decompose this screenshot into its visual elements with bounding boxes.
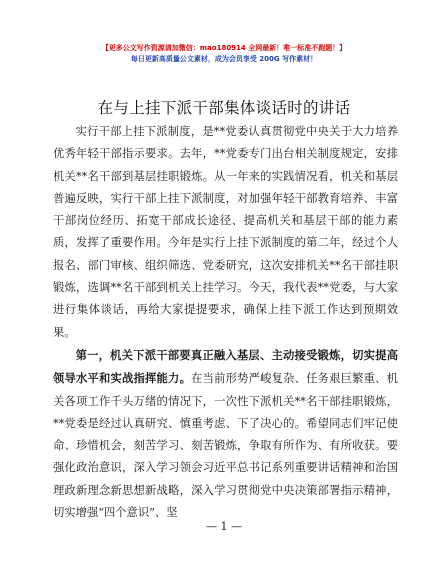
promo-banner bbox=[0, 43, 448, 65]
page-number: — 1 — bbox=[206, 520, 242, 533]
paragraph-2 bbox=[53, 344, 398, 524]
paragraph-2-lead: 第一，机关下派干部要真正融入基层、主动接受锻炼，切实提高领导水平和实战指挥能力。 bbox=[53, 347, 398, 386]
paragraph-1: 实行干部上挂下派制度，是**党委认真贯彻党中央关于大力培养优秀年轻干部指示要求。去年，**党委专门出台相关制度规定，安排机关**名干部到基层挂职锻炼。从一年来的实践情况看，机关和基层普遍反映，实行干部上挂下派制度，对加强年轻干部教育培养、丰富干部岗位经历、拓宽干部成长途径、提高机关和基层干部的能力素质，发挥了重要作用。今年是实行上挂下派制度的第二年，经过个人报名、部门审核、组织筛选、党委研究，这次安排机关**名干部挂职锻炼，选调**名干部到机关上挂学习。今天，我代表**党委，与大家进行集体谈话，再给大家提提要求，确保上挂下派工作达到预期效果。 bbox=[53, 125, 398, 339]
paragraph-2-body: 在当前形势严峻复杂、任务艰巨繁重、机关各项工作千头万绪的情况下，一次性下派机关**名干部挂职锻炼，**党委是经过认真研究、慎重考虑、下了决心的。希望同志们牢记使命、珍惜机会，刻苦学习、刻苦锻炼，争取有所作为、有所收获。要强化政治意识，深入学习领会习近平总书记系列重要讲话精神和治国理政新理念新思想新战略，深入学习贯彻党中央决策部署指示精神，切实增强“四个意识”、坚 bbox=[53, 372, 398, 520]
document-body bbox=[53, 121, 398, 524]
promo-line-2: 每日更新高质量公文素材，成为会员享受 200G 写作素材！ bbox=[130, 55, 318, 63]
document-title: 在与上挂下派干部集体谈话时的讲话 bbox=[97, 99, 351, 117]
promo-line-1: 【更多公文写作资源请加微信：mao180914 全网最新！唯一标准不跑题！】 bbox=[101, 44, 347, 52]
